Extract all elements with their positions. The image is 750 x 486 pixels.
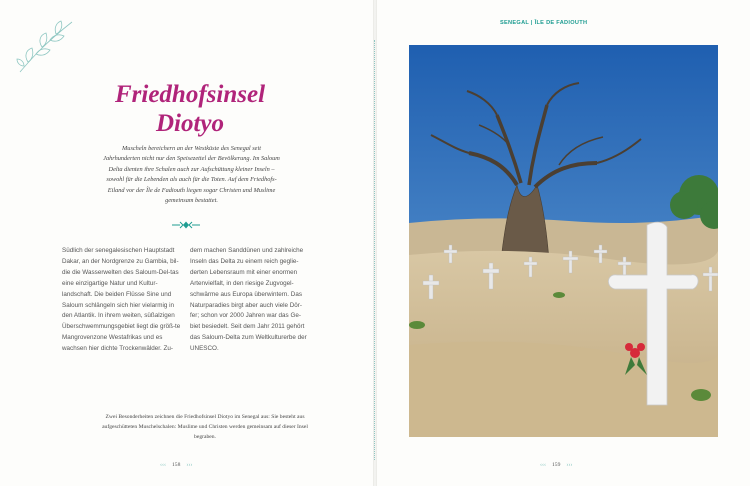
gutter-dotted-line [374, 40, 375, 460]
chevron-ornament-icon: ››› [186, 462, 193, 468]
lead-paragraph: Muscheln bereichern an der Westküste des Senegal seit Jahrhunderten nicht nur den Speisezettel der Bevölkerung. Im Saloum Delta dienten ihre Schalen auch zur Aufschüttung kleiner Inseln – sowohl für die Lebenden als auch für die Toten. Auf dem Friedhofs-Eiland vor der Île de Fadiouth liegen sogar Christen und Muslime gemeinsam bestattet. [103, 145, 280, 205]
chevron-ornament-icon: ‹‹‹ [160, 462, 166, 468]
body-column-2: dem machen Sanddünen und zahlreiche Inseln das Delta zu einem reich geglie-derten Lebensraum mit einer enormen Artenvielfalt, in den riesige Zugvogel-schwärme aus Europa überwintern. Das Naturparadies birgt aber auch viele Dör-fer; schon vor 2000 Jahren war das Ge-biet besiedelt. Seit dem Jahr 2011 gehört das Saloum-Delta zum Weltkulturerbe der UNESCO. [190, 247, 307, 353]
leaf-branch-icon [14, 14, 78, 78]
left-page [0, 0, 373, 486]
title-line-1: Friedhofsinsel [114, 81, 266, 108]
title-line-2: Diotyo [155, 110, 225, 137]
chevron-ornament-icon: ‹‹‹ [540, 462, 546, 468]
running-head: SENEGAL | ÎLE DE FADIOUTH [500, 20, 588, 26]
article-title [90, 80, 290, 138]
diamond-arrows-icon [172, 220, 200, 230]
chevron-ornament-icon: ››› [566, 462, 573, 468]
page-number-left: 158 [172, 462, 181, 468]
folio-left [160, 462, 192, 468]
photo-caption: Zwei Besonderheiten zeichnen die Friedhofsinsel Diotyo im Senegal aus: Sie besteht aus aufgeschütteten Muschelschalen: Muslime und Christen werden gemeinsam auf dieser Insel begraben. [102, 414, 308, 440]
page-number-right: 159 [552, 462, 561, 468]
cemetery-baobab-photo [409, 45, 718, 437]
folio-right [540, 462, 572, 468]
body-column-1: Südlich der senegalesischen Hauptstadt Dakar, an der Nordgrenze zu Gambia, bil-die die Wasserwelten des Saloum-Del-tas eine einzigartige Natur und Kultur-landschaft. Die beiden Flüsse Sine und Saloum schlängeln sich hier vielarmig in den Atlantik. In ihrem weiten, süßalzigen Überschwemmungsgebiet liegt die größ-te Mangrovenzone Westafrikas und es wachsen hier dichte Trockenwälder. Zu- [62, 247, 181, 353]
